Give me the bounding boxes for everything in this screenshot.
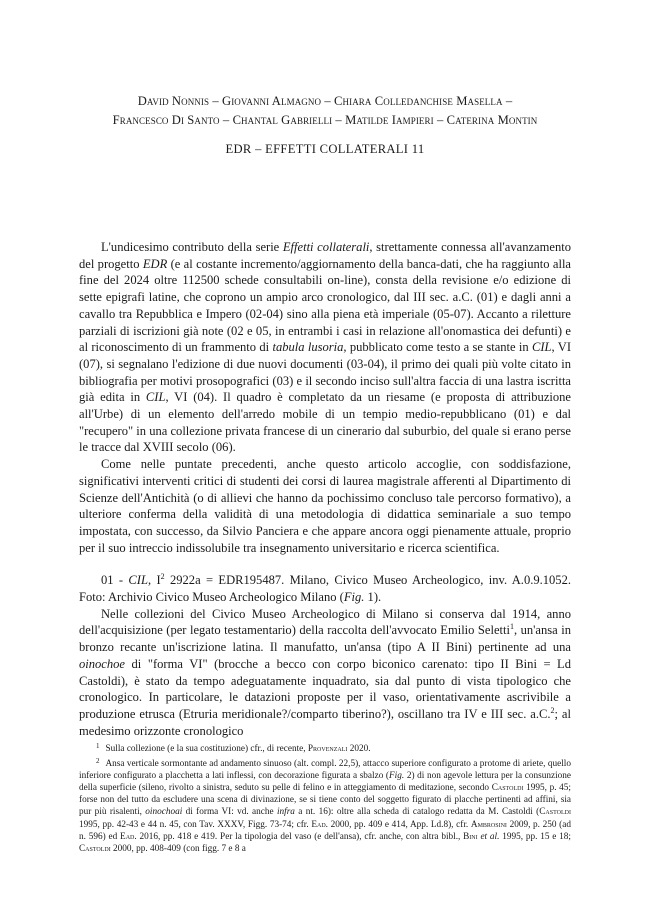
article-body — [79, 239, 571, 739]
footnote-ref: 1 — [510, 622, 514, 632]
author-separator: – — [209, 94, 223, 108]
footnotes — [79, 740, 571, 855]
author-separator: – — [321, 94, 334, 108]
author-list — [70, 92, 580, 130]
author-name: Caterina Montin — [446, 113, 538, 127]
author-name: David Nonnis — [137, 94, 210, 108]
author-separator: – — [433, 113, 447, 127]
footnote-number: 2 — [96, 757, 100, 766]
author-separator: – — [502, 94, 513, 108]
author-name: Chantal Gabrielli — [232, 113, 333, 127]
author-name: Francesco Di Santo — [112, 113, 220, 127]
author-line-1 — [70, 92, 580, 111]
footnote-ref: 2 — [550, 705, 555, 715]
paragraph-intro: L'undicesimo contributo della serie Effetti collaterali, strettamente connessa all'avanzamento del progetto EDR (e al costante incremento/aggiornamento della banca-dati, che ha raggiunto alla fine del 2024 oltre 112500 schede consultabili on-line), consta della revisione e/o edizione di sette epigrafi latine, che coprono un ampio arco cronologico, dal III sec. a.C. (01) e dagli anni a cavallo tra Repubblica e Impero (02-04) sino alla piena età imperiale (05-07). Accanto a riletture parziali di iscrizioni già note (02 e 05, in entrambi i casi in relazione all'onomastica dei defunti) e al riconoscimento di un frammento di tabula lusoria, pubblicato come testo a se stante in CIL, VI (07), si segnalano l'edizione di due nuovi documenti (03-04), il primo dei quali più volte citato in bibliografia per motivi prosopografici (03) e il secondo inciso sull'altra faccia di una lastra iscritta già edita in CIL, VI (04). Il quadro è completato da un riesame (e proposta di attribuzione all'Urbe) di un elemento dell'arredo mobile di un tempio medio-repubblicano (01) e dal "recupero" in una collezione privata francese di un cinerario dal suburbio, del quale si erano perse le tracce dal XVIII secolo (06). — [79, 240, 572, 455]
author-name: Chiara Colledanchise Masella — [334, 94, 503, 108]
footnote-number: 1 — [96, 742, 100, 750]
author-name: Matilde Iampieri — [345, 113, 434, 127]
article-title: EDR – EFFETTI COLLATERALI 11 — [225, 142, 425, 156]
author-line-2 — [70, 111, 580, 130]
author-separator: – — [332, 113, 346, 127]
paragraph-entry-heading: 01 - CIL, $I^2$ 2922a = EDR195487. Milano, Civico Museo Archeologico, inv. A.0.9.1052. Foto: Archivio Civico Museo Archeologico Milano (Fig. 1). — [79, 572, 571, 605]
footnote-1: $^1$ Sulla collezione (e la sua costituzione) cfr., di recente, Provenzali 2020. — [96, 742, 371, 754]
paragraph-students: Come nelle puntate precedenti, anche questo articolo accoglie, con soddisfazione, significativi interventi critici di studenti dei corsi di laurea magistrale afferenti al Dipartimento di Scienze dell'Antichità (o di allievi che hanno da pochissimo concluso tale percorso formativo), a ulteriore conferma della validità di una metodologia di didattica seminariale a suo tempo impostata, con successo, da Silvio Panciera e che appare ancora oggi pienamente attuale, proprio per il suo intreccio indissolubile tra insegnamento universitario e ricerca scientifica. — [79, 457, 571, 555]
author-separator: – — [219, 113, 233, 127]
paragraph-collection: Nelle collezioni del Civico Museo Archeologico di Milano si conserva dal 1914, anno dell'acquisizione (per legato testamentario) della raccolta dell'avvocato Emilio Seletti$^1$, un'ansa in bronzo recante un'iscrizione latina. Il manufatto, un'ansa (tipo A II Bini) pertinente ad una oinochoe di "forma VI" (brocche a becco con corpo biconico carenato: tipo II Bini = Ld Castoldi), è stato da tempo adeguatamente inquadrato, sia dal punto di vista tipologico che cronologico. In particolare, le datazioni proposte per il vaso, orientativamente ascrivibile a produzione etrusca (Etruria meridionale?/comparto tiberino?), oscillano tra IV e III sec. a.C.$^2$; al medesimo orizzonte cronologico — [79, 606, 571, 738]
author-name: Giovanni Almagno — [222, 94, 322, 108]
footnote-2: $^2$ Ansa verticale sormontante ad andamento sinuoso (alt. compl. 22,5), attacco superiore configurato a protome di ariete, quello inferiore configurato a placchetta a lati inflessi, con decorazione figurata a sbalzo (Fig. 2) di non agevole lettura per la consunzione della superficie (sileno, rivolto a sinistra, seduto su pelle di felino e in atteggiamento di meditazione, secondo Castoldi 1995, p. 45; forse non del tutto da escludere una scena di divinazione, se si tiene conto del soggetto figurato di placche pertinenti ad affini, sia pur più risalenti, oinochoai di forma VI: vd. anche infra a nt. 16): oltre alla scheda di catalogo redatta da M. Castoldi (Castoldi 1995, pp. 42-43 e 44 n. 45, con Tav. XXXV, Figg. 73-74; cfr. Ead. 2000, pp. 409 e 414, App. Ld.8), cfr. Ambrosini 2009, p. 250 (ad n. 596) ed Ead. 2016, pp. 418 e 419. Per la tipologia del vaso (e dell'ansa), cfr. anche, con altra bibl., Bini et al. 1995, pp. 15 e 18; Castoldi 2000, pp. 408-409 (con figg. 7 e 8 a — [79, 757, 572, 854]
